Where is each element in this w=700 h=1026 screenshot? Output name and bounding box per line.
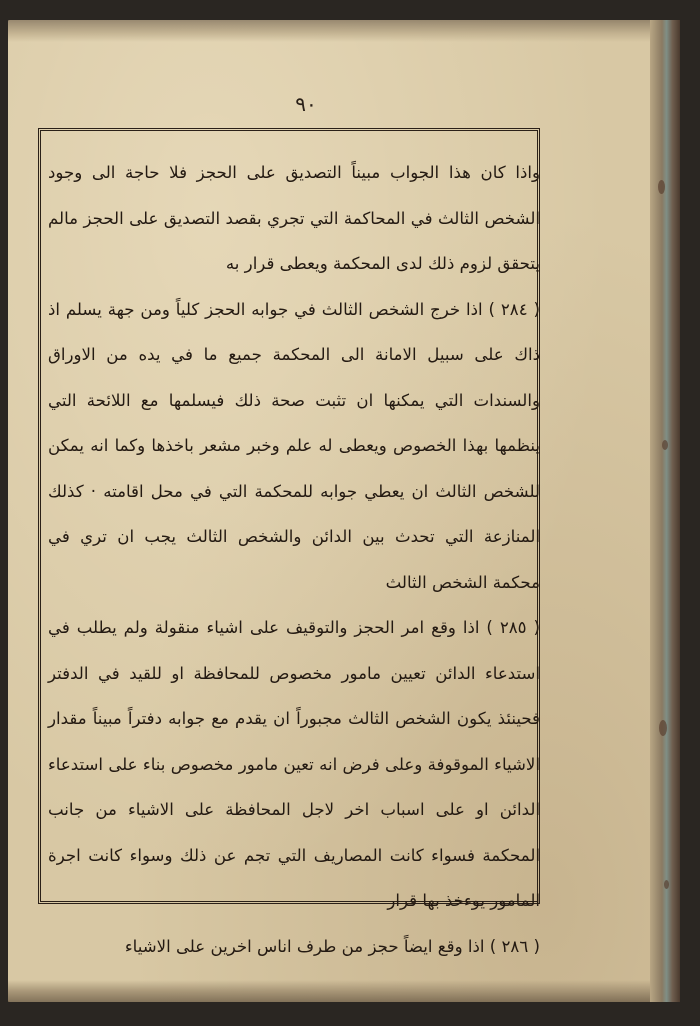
paragraph-intro: واذا كان هذا الجواب مبيناً التصديق على الحجز فلا حاجة الى وجود الشخص الثالث في المحاكمة التي تجري بقصد التصديق على الحجز مالم يتحقق لزوم ذلك لدى المحكمة ويعطى قرار به [48,163,540,273]
paragraph-article-284: ( ٢٨٤ ) اذا خرج الشخص الثالث في جوابه الحجز كلياً ومن جهة يسلم اذ ذاك على سبيل الامانة الى المحكمة جميع ما في يده من الاوراق والسندات التي يمكنها ان تثبت صحة ذلك فيسلمها مع اللائحة التي ينظمها بهذا الخصوص ويعطى له علم وخبر مشعر باخذها وكما انه يمكن للشخص الثالث ان يعطي جوابه للمحكمة التي في محل اقامته · كذلك المنازعة التي تحدث بين الدائن والشخص الثالث يجب ان تري في محكمة الشخص الثالث [48,299,540,592]
paragraph-article-286: ( ٢٨٦ ) اذا وقع ايضاً حجز من طرف اناس اخرين على الاشياء [124,936,540,956]
book-page [8,20,680,1002]
spine-stain [664,880,669,889]
spine-stain [659,720,667,736]
page-number: ٩٠ [295,92,317,116]
paragraph-article-285: ( ٢٨٥ ) اذا وقع امر الحجز والتوقيف على اشياء منقولة ولم يطلب في استدعاء الدائن تعيين مامور مخصوص للمحافظة او للقيد في الدفتر فحينئذ يكون الشخص الثالث مجبوراً ان يقدم مع جوابه دفتراً مبيناً مقدار الاشياء الموقوفة وعلى فرض انه تعين مامور مخصوص بناء على استدعاء الدائن او على اسباب اخر لاجل المحافظة على الاشياء من جانب المحكمة فسواء كانت المصاريف التي تجم عن ذلك وسواء كانت اجرة المامور يوءخذ بها قرار [48,618,540,910]
spine-stain [658,180,665,194]
book-spine [650,20,680,1002]
page-top-edge [8,20,680,42]
page-bottom-edge [8,980,680,1002]
body-text [48,150,540,969]
spine-stain [662,440,668,450]
